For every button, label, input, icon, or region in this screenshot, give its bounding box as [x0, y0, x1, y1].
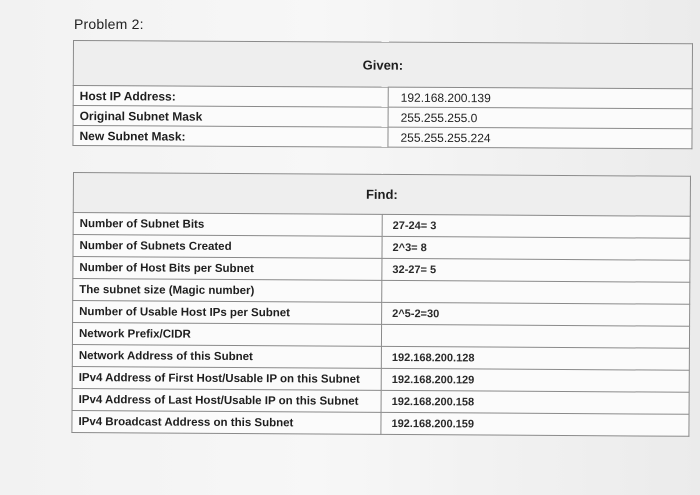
find-label: Number of Host Bits per Subnet [73, 257, 382, 281]
given-row-new-mask [73, 126, 692, 149]
find-label: IPv4 Broadcast Address on this Subnet [72, 410, 381, 434]
find-value [382, 280, 690, 304]
given-label: Host IP Address: [73, 86, 388, 108]
given-label: Original Subnet Mask [73, 106, 388, 128]
find-value: 2^5-2=30 [382, 302, 690, 326]
find-row-broadcast [72, 410, 689, 436]
find-label: Number of Usable Host IPs per Subnet [73, 301, 382, 325]
find-label: IPv4 Address of Last Host/Usable IP on this Subnet [72, 388, 381, 412]
find-table [71, 172, 691, 437]
find-value: 192.168.200.158 [381, 390, 689, 414]
given-value: 255.255.255.0 [388, 107, 692, 129]
find-label: Network Address of this Subnet [72, 344, 381, 368]
given-header: Given: [73, 41, 692, 89]
find-label: Number of Subnet Bits [73, 213, 382, 237]
find-label: Number of Subnets Created [73, 235, 382, 259]
given-value: 192.168.200.139 [388, 87, 692, 109]
find-value: 192.168.200.128 [381, 346, 689, 370]
given-value: 255.255.255.224 [388, 127, 692, 149]
problem-title: Problem 2: [74, 16, 144, 32]
given-table [72, 40, 693, 149]
find-value: 2^3= 8 [382, 236, 690, 260]
find-value: 32-27= 5 [382, 258, 690, 282]
find-value: 27-24= 3 [382, 214, 690, 238]
find-value: 192.168.200.129 [381, 368, 689, 392]
given-label: New Subnet Mask: [73, 126, 388, 148]
find-label: The subnet size (Magic number) [73, 279, 382, 303]
find-header: Find: [73, 173, 690, 217]
find-value: 192.168.200.159 [381, 412, 689, 436]
find-label: IPv4 Address of First Host/Usable IP on this Subnet [72, 366, 381, 390]
find-label: Network Prefix/CIDR [72, 323, 381, 347]
find-value [381, 324, 689, 348]
